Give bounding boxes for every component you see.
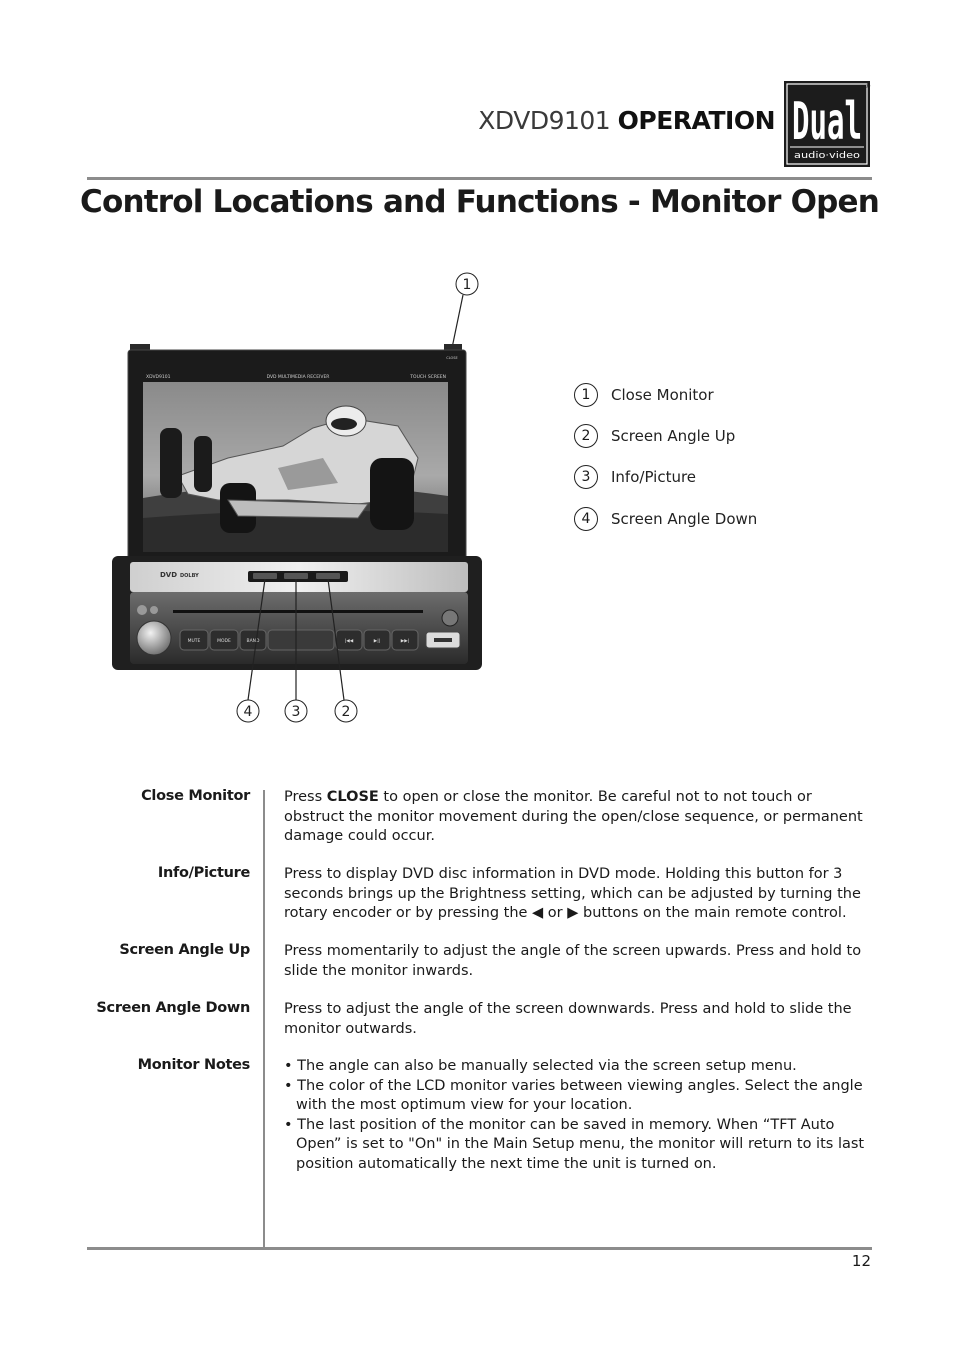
term-screen-angle-up: Screen Angle Up xyxy=(119,942,250,958)
device-illustration xyxy=(108,268,488,728)
desc-close-monitor: Press CLOSE to open or close the monitor. Be careful not to not touch or obstruct the monitor movement during the open/close sequence, or permanent damage could occur. xyxy=(284,789,863,844)
note-item: • The color of the LCD monitor varies between viewing angles. Select the angle with the most optimum view for your location. xyxy=(284,1077,863,1113)
legend-item-4 xyxy=(574,507,757,531)
close-keyword: CLOSE xyxy=(326,789,379,805)
svg-text:▶▶|: ▶▶| xyxy=(400,639,410,644)
desc-info-picture: Press to display DVD disc information in DVD mode. Holding this button for 3 seconds brings up the Brightness setting, which can be adjusted by turning the rotary encoder or by pressing the ◀ or ▶ buttons on the main remote control. xyxy=(284,866,861,921)
logo-text: Dual xyxy=(792,92,862,152)
screen-angle-down-button[interactable] xyxy=(253,573,277,579)
model-number: XDVD9101 xyxy=(478,106,611,135)
page-title: Control Locations and Functions - Monitor Open xyxy=(80,184,880,220)
term-close-monitor: Close Monitor xyxy=(141,788,250,804)
close-button-label: CLOSE xyxy=(446,356,458,360)
svg-text:DOLBY: DOLBY xyxy=(180,573,199,579)
info-picture-button[interactable] xyxy=(284,573,308,579)
callout-1-label: 1 xyxy=(462,277,472,293)
legend-label: Close Monitor xyxy=(611,386,714,404)
svg-text:DVD: DVD xyxy=(160,571,178,579)
legend-item-2 xyxy=(574,424,735,448)
top-rule xyxy=(87,177,872,180)
bottom-rule xyxy=(87,1247,872,1250)
desc-screen-angle-down: Press to adjust the angle of the screen downwards. Press and hold to slide the monitor outwards. xyxy=(284,1001,852,1037)
legend-item-1 xyxy=(574,383,714,407)
section-label: OPERATION xyxy=(617,106,775,135)
logo-subtext: audio·video xyxy=(794,151,860,161)
desc-screen-angle-up: Press momentarily to adjust the angle of the screen upwards. Press and hold to slide the monitor inwards. xyxy=(284,943,862,979)
legend-number: 2 xyxy=(574,424,598,448)
mute-label: MUTE xyxy=(187,639,201,644)
svg-text:|◀◀: |◀◀ xyxy=(344,639,354,644)
legend-label: Screen Angle Down xyxy=(611,510,758,528)
mode-label: MODE xyxy=(217,639,231,644)
note-item: • The last position of the monitor can be saved in memory. When “TFT Auto Open” is set to "On" in the Main Setup menu, the monitor will return to its last position automatically the next time the unit is turned on. xyxy=(284,1116,865,1172)
legend-number: 4 xyxy=(574,507,598,531)
volume-knob[interactable] xyxy=(137,621,171,655)
legend-number: 3 xyxy=(574,465,598,489)
term-monitor-notes: Monitor Notes xyxy=(137,1057,250,1073)
callout-4-label: 4 xyxy=(243,704,253,720)
callout-3-label: 3 xyxy=(291,704,301,720)
bezel-model: XDVD9101 xyxy=(146,375,171,380)
legend-number: 1 xyxy=(574,383,598,407)
svg-text:®: ® xyxy=(865,83,871,90)
svg-text:▶||: ▶|| xyxy=(373,639,381,644)
legend-label: Info/Picture xyxy=(611,468,697,486)
term-info-picture: Info/Picture xyxy=(157,865,250,881)
page-number: 12 xyxy=(851,1252,871,1270)
desc-monitor-notes xyxy=(284,1057,874,1174)
term-screen-angle-down: Screen Angle Down xyxy=(96,1000,250,1016)
dual-logo xyxy=(784,81,872,168)
callout-2-label: 2 xyxy=(341,704,351,720)
header-model-section xyxy=(440,106,775,135)
screen-angle-up-button[interactable] xyxy=(316,573,340,579)
legend-item-3 xyxy=(574,465,696,489)
legend-label: Screen Angle Up xyxy=(611,427,736,445)
band-label: BAND xyxy=(246,639,260,644)
note-item: • The angle can also be manually selected via the screen setup menu. xyxy=(284,1058,797,1074)
bezel-type: DVD MULTIMEDIA RECEIVER xyxy=(266,375,330,380)
bezel-touch: TOUCH SCREEN xyxy=(410,375,446,380)
vertical-rule xyxy=(263,790,265,1248)
